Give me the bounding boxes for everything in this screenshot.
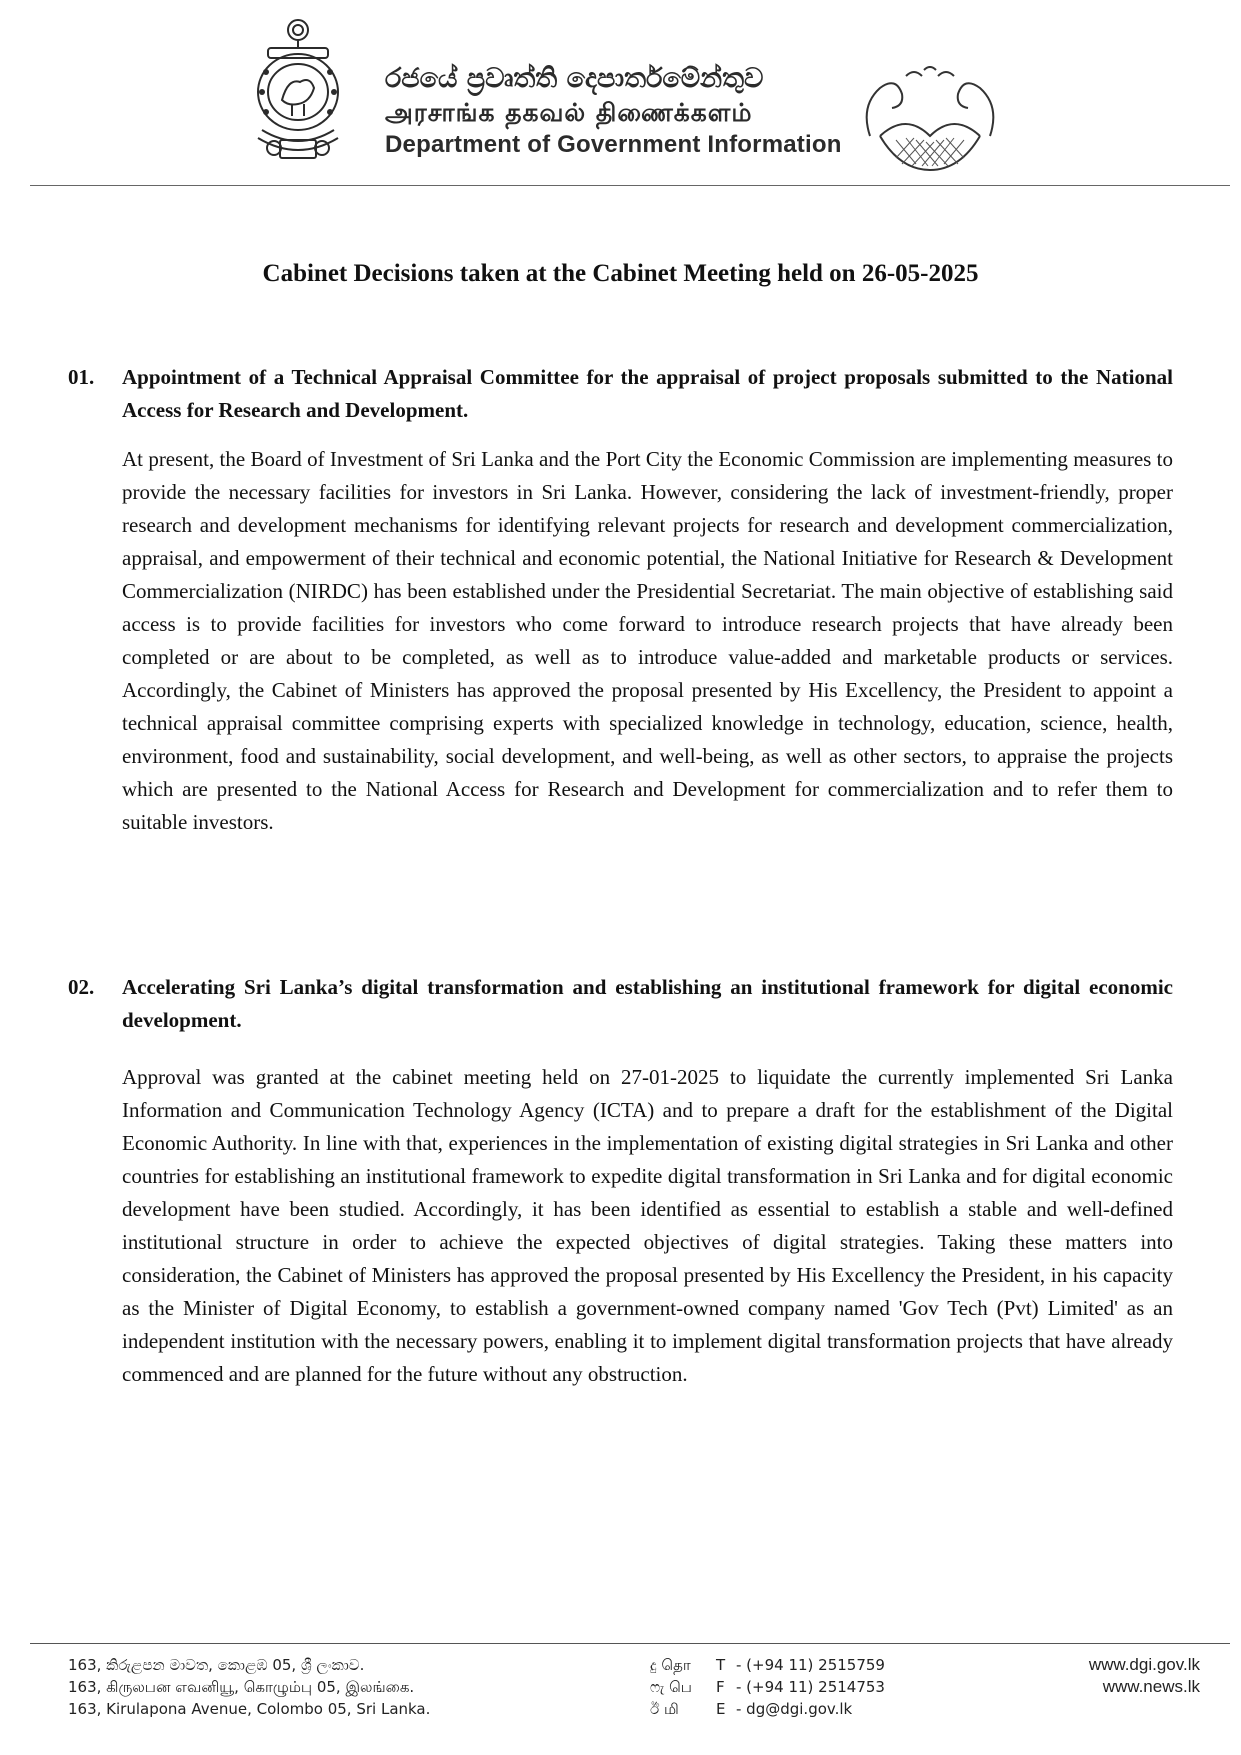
contact-label: T	[716, 1656, 726, 1674]
contact-label-local: දු தொ	[650, 1656, 691, 1674]
decision-number: 01.	[68, 365, 95, 389]
contact-value: - (+94 11) 2515759	[736, 1656, 885, 1674]
contact-telephone	[650, 1654, 950, 1676]
decision-item-02	[68, 971, 1173, 1391]
contact-label-local: ඊ மி	[650, 1700, 679, 1718]
decision-number: 02.	[68, 975, 95, 999]
contact-value: - (+94 11) 2514753	[736, 1678, 885, 1696]
website-link-dgi[interactable]: www.dgi.gov.lk	[1088, 1655, 1200, 1674]
contact-value: - dg@dgi.gov.lk	[736, 1700, 853, 1718]
decision-body: At present, the Board of Investment of Sri Lanka and the Port City the Economic Commission are implementing measures to provide the necessary facilities for investors in Sri Lanka. However, considering the lack of investment-friendly, proper research and development mechanisms for identifying relevant projects for research and development commercialization, appraisal, and empowerment of their technical and economic potential, the National Initiative for Research & Development Commercialization (NIRDC) has been established under the Presidential Secretariat. The main objective of establishing said access is to provide facilities for investors who come forward to introduce research projects that have already been completed or are about to be completed, as well as to introduce value-added and marketable products or services. Accordingly, the Cabinet of Ministers has approved the proposal presented by His Excellency, the President to appoint a technical appraisal committee comprising experts with specialized knowledge in technology, education, science, health, environment, food and sustainability, social development, and well-being, as well as other sectors, to appraise the projects which are presented to the National Access for Research and Development for commercialization and to refer them to suitable investors.	[122, 447, 1173, 834]
page-title: Cabinet Decisions taken at the Cabinet Meeting held on 26-05-2025	[262, 260, 979, 287]
contact-fax	[650, 1676, 950, 1698]
decision-body: Approval was granted at the cabinet meeting held on 27-01-2025 to liquidate the currently implemented Sri Lanka Information and Communication Technology Agency (ICTA) and to prepare a draft for the establishment of the Digital Economic Authority. In line with that, experiences in the implementation of existing digital strategies in Sri Lanka and other countries for establishing an institutional framework to expedite digital transformation in Sri Lanka and for digital economic development have been studied. Accordingly, it has been identified as essential to establish a stable and well-defined institutional structure in order to achieve the expected objectives of digital strategies. Taking these matters into consideration, the Cabinet of Ministers has approved the proposal presented by His Excellency the President, in his capacity as the Minister of Digital Economy, to establish a government-owned company named 'Gov Tech (Pvt) Limited' as an independent institution with the necessary powers, enabling it to implement digital transformation projects that have already commenced and are planned for the future without any obstruction.	[122, 1065, 1173, 1386]
contact-label: F	[716, 1678, 725, 1696]
department-name-tamil: அரசாங்க தகவல் திணைக்களம்	[385, 98, 753, 127]
decision-item-01	[68, 361, 1173, 839]
address-english: 163, Kirulapona Avenue, Colombo 05, Sri Lanka.	[68, 1700, 431, 1718]
contact-label-local: ෆැ பெ	[650, 1678, 692, 1696]
decision-heading: Appointment of a Technical Appraisal Committee for the appraisal of project proposals submitted to the National Access for Research and Development.	[122, 365, 1173, 422]
footer-contacts	[650, 1654, 950, 1720]
department-names	[385, 62, 845, 160]
decorative-swans-icon	[850, 66, 1010, 176]
decision-heading: Accelerating Sri Lanka’s digital transformation and establishing an institutional framework for digital economic development.	[122, 975, 1173, 1032]
website-link-news[interactable]: www.news.lk	[1102, 1677, 1200, 1696]
contact-label: E	[716, 1700, 726, 1718]
letterhead	[0, 0, 1241, 190]
department-name-sinhala: රජයේ ප්‍රවෘත්ති දෙපාර්තමේන්තුව	[385, 63, 764, 94]
footer-address	[68, 1654, 548, 1720]
sri-lanka-emblem-icon	[244, 12, 352, 167]
department-name-english: Department of Government Information	[385, 131, 842, 158]
address-sinhala: 163, කිරුළපන මාවත, කොළඹ 05, ශ්‍රී ලංකාව.	[68, 1656, 365, 1674]
address-tamil: 163, கிருலபன எவனியூ, கொழும்பு 05, இலங்கை.	[68, 1678, 415, 1696]
contact-email	[650, 1698, 950, 1720]
footer-divider	[30, 1643, 1230, 1644]
footer-websites	[1020, 1654, 1200, 1698]
header-divider	[30, 185, 1230, 186]
